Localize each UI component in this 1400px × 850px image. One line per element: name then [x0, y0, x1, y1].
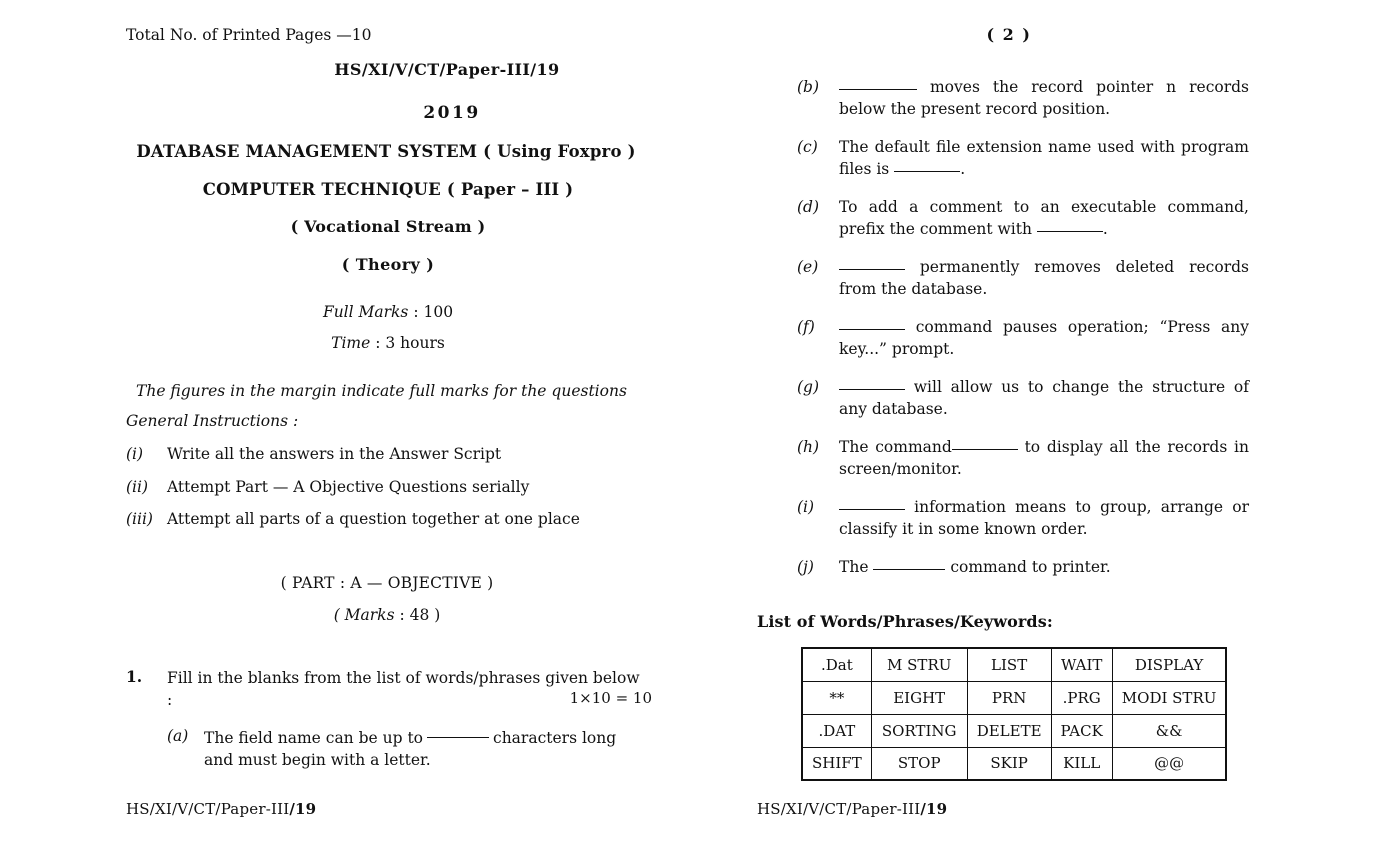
- figures-margin-note: The figures in the margin indicate full marks for the questions: [136, 382, 627, 400]
- sub-item-text-after: permanently removes deleted records from the database.: [839, 258, 1249, 298]
- table-row: [802, 714, 1226, 747]
- printed-pages-note: Total No. of Printed Pages —10: [126, 26, 372, 44]
- list-item: [797, 556, 1249, 578]
- part-marks-label: ( Marks: [333, 606, 395, 624]
- fill-blank-dash[interactable]: [427, 737, 489, 738]
- table-row: [802, 648, 1226, 681]
- sub-item-marker: (h): [797, 438, 820, 456]
- keyword-cell: EIGHT: [871, 681, 967, 714]
- part-marks-value: : 48 ): [394, 606, 441, 624]
- exam-year: 2019: [423, 103, 481, 123]
- sub-item-marker: (i): [797, 498, 815, 516]
- sub-item-marker: (b): [797, 78, 820, 96]
- sub-item-text-after: moves the record pointer n records below the present record position.: [839, 78, 1249, 118]
- list-item: [126, 476, 646, 498]
- footer-paper-code-right: [757, 800, 947, 818]
- list-item: [126, 443, 646, 465]
- sub-item-marker: (e): [797, 258, 819, 276]
- sub-item-text: [204, 727, 647, 771]
- fill-blank-underline[interactable]: [873, 569, 945, 570]
- instruction-text: Write all the answers in the Answer Script: [167, 445, 502, 463]
- fill-blank-underline[interactable]: [839, 269, 905, 270]
- sub-item-marker: (j): [797, 558, 814, 576]
- subject-title-line1: DATABASE MANAGEMENT SYSTEM ( Using Foxpro ): [136, 142, 636, 161]
- fill-blank-underline[interactable]: [839, 89, 917, 90]
- instruction-marker: (ii): [126, 477, 149, 496]
- sub-item-marker: (d): [797, 198, 820, 216]
- keyword-cell: STOP: [871, 747, 967, 780]
- list-item: [797, 376, 1249, 420]
- keyword-cell: .Dat: [802, 648, 871, 681]
- time-label: Time: [331, 334, 371, 352]
- keyword-cell: DISPLAY: [1112, 648, 1226, 681]
- fill-blank-underline[interactable]: [894, 171, 960, 172]
- fill-in-blanks-list: [797, 76, 1249, 594]
- keyword-cell: &&: [1112, 714, 1226, 747]
- footer-code-text: HS/XI/V/CT/Paper-III: [757, 800, 921, 818]
- keywords-table: [801, 647, 1227, 781]
- list-item: [797, 256, 1249, 300]
- time-line: [126, 334, 646, 352]
- list-item: [797, 196, 1249, 240]
- sub-item-marker: (c): [797, 138, 818, 156]
- keyword-cell: SORTING: [871, 714, 967, 747]
- sub-item-text: [839, 196, 1249, 240]
- sub-item-text-before: The: [839, 558, 874, 576]
- full-marks-label: Full Marks: [322, 303, 409, 321]
- question-stem: Fill in the blanks from the list of words/phrases given below :: [167, 669, 640, 709]
- fill-blank-underline[interactable]: [952, 449, 1018, 450]
- subject-title-line2: COMPUTER TECHNIQUE ( Paper – III ): [202, 180, 574, 199]
- footer-code-text: HS/XI/V/CT/Paper-III: [126, 800, 290, 818]
- sub-item-marker: (g): [797, 378, 820, 396]
- list-item: [126, 508, 646, 530]
- sub-item-text: [839, 256, 1249, 300]
- sub-item-text-before: The command: [839, 438, 952, 456]
- sub-item-text-before: To add a comment to an executable command, prefix the comment with: [839, 198, 1249, 238]
- keyword-cell: MODI STRU: [1112, 681, 1226, 714]
- question-1: [126, 667, 652, 711]
- sub-item-text-before: The default file extension name used with program files is: [839, 138, 1249, 178]
- sub-item-text-after: to display all the records in screen/monitor.: [839, 438, 1249, 478]
- fill-blank-underline[interactable]: [839, 389, 905, 390]
- keywords-table-body: [802, 648, 1226, 780]
- sub-item-text-after: .: [1102, 220, 1108, 238]
- list-item: [797, 76, 1249, 120]
- table-row: [802, 747, 1226, 780]
- question-1-sub-a: [167, 727, 647, 771]
- sub-item-text-after: command to printer.: [945, 558, 1111, 576]
- sub-item-text: [839, 496, 1249, 540]
- keyword-cell: PRN: [967, 681, 1051, 714]
- list-item: [797, 316, 1249, 360]
- sub-item-text-after: command pauses operation; “Press any key...” prompt.: [839, 318, 1249, 358]
- part-a-heading: ( PART : A — OBJECTIVE ): [280, 574, 494, 592]
- list-item: [797, 496, 1249, 540]
- table-row: [802, 681, 1226, 714]
- keyword-cell: PACK: [1051, 714, 1112, 747]
- keywords-list-title: List of Words/Phrases/Keywords:: [757, 612, 1053, 631]
- general-instructions-label: General Instructions :: [126, 412, 299, 430]
- keyword-cell: DELETE: [967, 714, 1051, 747]
- sub-item-text: [839, 436, 1249, 480]
- paper-code-header: HS/XI/V/CT/Paper-III/19: [334, 60, 560, 79]
- sub-item-text-after: .: [960, 160, 966, 178]
- keyword-cell: LIST: [967, 648, 1051, 681]
- footer-code-year: /19: [289, 800, 317, 818]
- list-item: [797, 136, 1249, 180]
- question-number: 1.: [126, 667, 143, 686]
- sub-item-marker: (f): [797, 318, 815, 336]
- sub-item-text-after: information means to group, arrange or classify it in some known order.: [839, 498, 1249, 538]
- sub-item-text: [839, 376, 1249, 420]
- instruction-marker: (i): [126, 445, 144, 463]
- fill-blank-underline[interactable]: [839, 329, 905, 330]
- page-number: ( 2 ): [986, 25, 1032, 44]
- sub-item-text-after: characters long and must begin with a letter.: [204, 729, 617, 769]
- keyword-cell: **: [802, 681, 871, 714]
- mode-label: ( Theory ): [341, 255, 435, 274]
- sub-item-text: [839, 76, 1249, 120]
- sub-item-marker: (a): [167, 727, 189, 745]
- sub-item-text: [839, 556, 1249, 578]
- fill-blank-underline[interactable]: [839, 509, 905, 510]
- instruction-text: Attempt Part — A Objective Questions serially: [167, 477, 530, 496]
- fill-blank-underline[interactable]: [1037, 231, 1103, 232]
- keyword-cell: M STRU: [871, 648, 967, 681]
- keyword-cell: @@: [1112, 747, 1226, 780]
- keyword-cell: SHIFT: [802, 747, 871, 780]
- part-a-marks: [126, 606, 646, 624]
- keyword-cell: KILL: [1051, 747, 1112, 780]
- keyword-cell: WAIT: [1051, 648, 1112, 681]
- full-marks-value: : 100: [408, 303, 454, 321]
- stream-label: ( Vocational Stream ): [290, 217, 486, 236]
- question-marks: 1×10 = 10: [569, 689, 652, 707]
- full-marks-line: [126, 303, 646, 321]
- sub-item-text-before: The field name can be up to: [204, 729, 424, 747]
- sub-item-text: [839, 316, 1249, 360]
- keyword-cell: .PRG: [1051, 681, 1112, 714]
- sub-item-text-after: will allow us to change the structure of any database.: [839, 378, 1249, 418]
- keyword-cell: .DAT: [802, 714, 871, 747]
- footer-paper-code-left: [126, 800, 316, 818]
- list-item: [797, 436, 1249, 480]
- instruction-text: Attempt all parts of a question together at one place: [167, 510, 580, 528]
- footer-code-year: /19: [920, 800, 948, 818]
- sub-item-text: [839, 136, 1249, 180]
- keyword-cell: SKIP: [967, 747, 1051, 780]
- instruction-marker: (iii): [126, 510, 153, 528]
- time-value: : 3 hours: [370, 334, 445, 352]
- instructions-list: [126, 443, 646, 541]
